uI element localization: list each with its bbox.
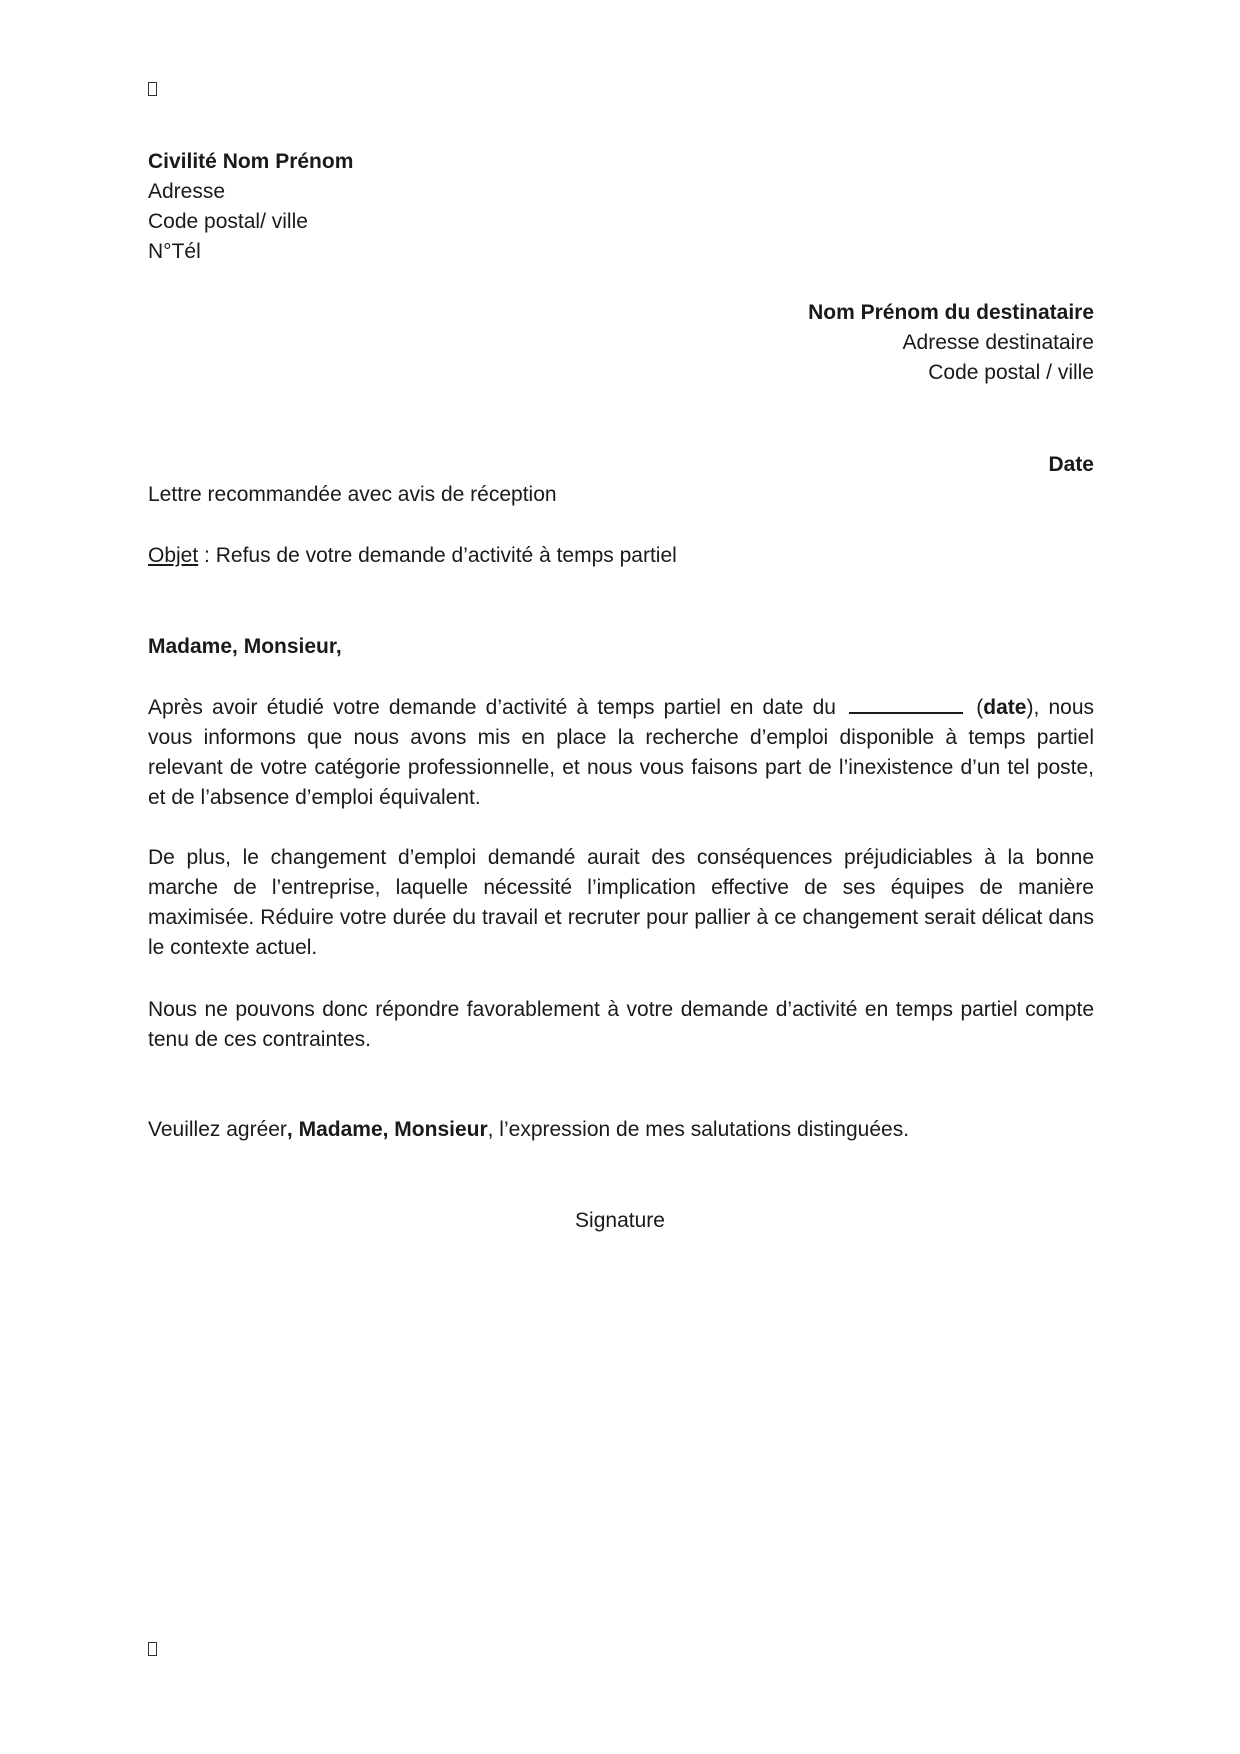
paragraph-1-end: ), nous vous informons que nous avons mis en place la recherche d’emploi disponible à temps partiel relevant de votre catégorie professionnelle, et nous vous faisons part de l’inexistence d’un tel poste, et de l’absence d’emploi équivalent.: [148, 696, 1095, 809]
subject-line: [148, 541, 1094, 571]
paragraph-2: De plus, le changement d’emploi demandé aurait des conséquences préjudiciables à la bonne marche de l’entreprise, laquelle nécessité l’implication effective de ses équipes de manière maximisée. Réduire votre durée du travail et recruter pour pallier à ce changement serait délicat dans le contexte actuel.: [148, 846, 1094, 959]
paragraph-1-start: Après avoir étudié votre demande d’activité à temps partiel en date du: [148, 696, 836, 719]
closing-formula: [148, 1115, 1094, 1145]
sender-phone: N°Tél: [148, 240, 201, 263]
page-marker-bottom-icon: [148, 1642, 157, 1656]
subject-label: Objet: [148, 544, 199, 567]
page-marker-top-icon: [148, 82, 157, 96]
closing-start: Veuillez agréer: [148, 1118, 287, 1141]
sender-address: Adresse: [148, 180, 226, 203]
closing-end: , l’expression de mes salutations distinguées.: [487, 1118, 910, 1141]
paragraph-1-date-word: date: [983, 696, 1027, 719]
subject-text: Refus de votre demande d’activité à temps partiel: [215, 544, 677, 567]
recipient-address: Adresse destinataire: [902, 331, 1094, 354]
sender-name: Civilité Nom Prénom: [148, 150, 354, 173]
recipient-block: [808, 298, 1094, 388]
date-blank-field: [849, 692, 963, 714]
registered-mail-notice: Lettre recommandée avec avis de réception: [148, 483, 557, 506]
sender-city: Code postal/ ville: [148, 210, 308, 233]
paragraph-1-paren: (: [976, 696, 984, 719]
paragraph-1: [148, 692, 1094, 813]
paragraph-3: Nous ne pouvons donc répondre favorablement à votre demande d’activité en temps partiel compte tenu de ces contraintes.: [148, 998, 1094, 1051]
subject-separator: :: [198, 544, 216, 567]
signature: Signature: [575, 1209, 665, 1232]
closing-bold: , Madame, Monsieur: [286, 1118, 488, 1141]
letter-date: Date: [1048, 453, 1094, 476]
recipient-city: Code postal / ville: [928, 361, 1094, 384]
sender-block: [148, 147, 1094, 267]
recipient-name: Nom Prénom du destinataire: [808, 301, 1094, 324]
salutation: Madame, Monsieur,: [148, 635, 342, 658]
